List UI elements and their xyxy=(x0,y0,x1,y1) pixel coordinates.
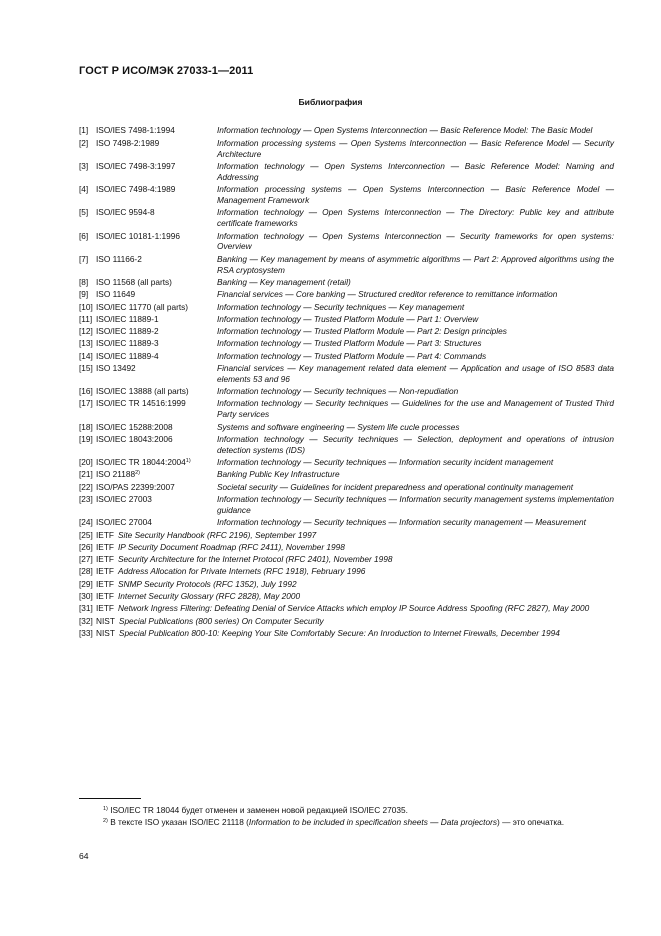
reference-organization: NIST xyxy=(96,615,115,626)
reference-entry-20 xyxy=(79,457,614,468)
footnote-1: $^{1)}$ ISO/IEC TR 18044 будет отменен и заменен новой редакцией ISO/IEC 27035. xyxy=(103,805,408,815)
footnote-mark: 1) xyxy=(185,458,191,465)
reference-title: Information processing systems — Open Systems Interconnection — Basic Reference Model — Management Framework xyxy=(217,184,614,205)
reference-title: Financial services — Core banking — Structured creditor reference to remittance information xyxy=(217,289,558,300)
reference-entry xyxy=(79,422,614,433)
reference-number: [16] xyxy=(79,386,93,397)
reference-body xyxy=(96,628,614,639)
reference-body xyxy=(96,566,614,577)
reference-body xyxy=(96,603,614,614)
reference-title: Network Ingress Filtering: Defeating Denial of Service Attacks which employ IP Source Address Spoofing (RFC 2827), May 2000 xyxy=(117,603,590,614)
reference-title: Banking Public Key Infrastructure xyxy=(217,469,340,480)
footnote-divider xyxy=(79,798,141,799)
reference-entry xyxy=(79,554,614,565)
reference-entry xyxy=(79,616,614,627)
reference-entry xyxy=(79,326,614,337)
reference-entry xyxy=(79,517,614,528)
reference-standard: ISO/IEC 11889-4 xyxy=(96,350,159,361)
reference-entry xyxy=(79,125,614,136)
reference-number: [24] xyxy=(79,517,93,528)
reference-number: [10] xyxy=(79,301,93,312)
reference-standard: ISO/IEC 11889-2 xyxy=(96,326,159,337)
reference-title: Information technology — Trusted Platform Module — Part 3: Structures xyxy=(217,338,482,349)
footnote-mark: 2) xyxy=(103,817,108,824)
reference-entry xyxy=(79,207,614,229)
reference-title: Special Publication 800-10: Keeping Your Site Comfortably Secure: An Inroduction to Internet Firewalls, December 1994 xyxy=(118,627,560,638)
reference-title: Banking — Key management by means of asymmetric algorithms — Part 2: Approved algorithms using the RSA cryptosystem xyxy=(217,253,614,275)
reference-group-a xyxy=(79,125,614,455)
reference-number: [33] xyxy=(79,627,93,638)
reference-body xyxy=(96,554,614,565)
reference-title: Financial services — Key management related data element — Application and usage of ISO 8583 data elements 53 and 96 xyxy=(217,362,614,384)
reference-entry xyxy=(79,338,614,349)
reference-number: [29] xyxy=(79,578,93,589)
reference-title: Address Allocation for Private Internets (RFC 1918), February 1996 xyxy=(117,566,366,577)
reference-entry xyxy=(79,603,614,614)
reference-standard: ISO/IEC 18043:2006 xyxy=(96,433,173,444)
section-title: Библиография xyxy=(298,97,363,107)
reference-group-b xyxy=(79,482,614,528)
reference-title: Information technology — Trusted Platform Module — Part 1: Overview xyxy=(217,313,479,324)
reference-number: [7] xyxy=(79,253,89,264)
reference-standard: ISO/IEC 11889-3 xyxy=(96,338,159,349)
reference-number: [28] xyxy=(79,566,93,577)
footnotes xyxy=(79,805,614,828)
reference-title: Information technology — Open Systems Interconnection — Basic Reference Model: Naming and Addressing xyxy=(217,160,614,182)
reference-entry xyxy=(79,231,614,253)
reference-organization: IETF xyxy=(96,529,114,540)
reference-entry xyxy=(79,138,614,160)
reference-entry xyxy=(79,351,614,362)
reference-title: Systems and software engineering — System life cucle processes xyxy=(217,421,460,432)
reference-number: [13] xyxy=(79,338,93,349)
reference-organization: IETF xyxy=(96,603,114,614)
reference-standard: ISO/IEC TR 18044:2004$^{1)}$ xyxy=(96,457,191,468)
reference-entry xyxy=(79,277,614,288)
reference-entry xyxy=(79,494,614,516)
reference-entry xyxy=(79,314,614,325)
footnote-mark: 2) xyxy=(135,470,140,477)
reference-standard: ISO/IEC 9594-8 xyxy=(96,207,155,218)
reference-body xyxy=(96,579,614,590)
reference-number: [1] xyxy=(79,125,89,136)
reference-entry xyxy=(79,566,614,577)
reference-body xyxy=(96,591,614,602)
reference-organization: IETF xyxy=(96,591,114,602)
reference-number: [17] xyxy=(79,398,93,409)
reference-entry xyxy=(79,482,614,493)
reference-number: [30] xyxy=(79,591,93,602)
reference-standard: ISO/IEC 13888 (all parts) xyxy=(96,386,189,397)
reference-entry xyxy=(79,184,614,206)
reference-entry xyxy=(79,579,614,590)
reference-title: Information technology — Security techniques — Information security incident management xyxy=(217,457,554,468)
reference-entry xyxy=(79,254,614,276)
reference-group-c xyxy=(79,530,614,639)
reference-number: [14] xyxy=(79,350,93,361)
reference-entry-21 xyxy=(79,469,614,480)
page-number: 64 xyxy=(79,851,89,861)
bibliography-list xyxy=(79,124,614,639)
reference-entry xyxy=(79,434,614,456)
reference-standard: ISO/IEC 7498-4:1989 xyxy=(96,184,176,195)
reference-body xyxy=(96,530,614,541)
reference-number: [2] xyxy=(79,137,89,148)
reference-title: Special Publications (800 series) On Computer Security xyxy=(118,615,324,626)
reference-entry xyxy=(79,398,614,420)
reference-standard: ISO/IEC 27004 xyxy=(96,517,152,528)
footnote-2: $^{2)}$ В тексте ISO указан ISO/IEC 21118 (Information to be included in specification sheets — Data projectors) — это опечатка. xyxy=(103,816,565,827)
reference-number: [15] xyxy=(79,362,93,373)
reference-standard: ISO 11649 xyxy=(96,289,136,300)
reference-standard: ISO/IEC 27003 xyxy=(96,494,152,505)
reference-organization: IETF xyxy=(96,554,114,565)
reference-title: Information technology — Open Systems Interconnection — Security frameworks for open systems: Overview xyxy=(217,230,614,252)
reference-standard: ISO/IES 7498-1:1994 xyxy=(96,125,175,136)
reference-standard: ISO 13492 xyxy=(96,362,136,373)
reference-title: Information technology — Security techniques — Information security management — Measurement xyxy=(217,517,586,528)
reference-number: [6] xyxy=(79,230,89,241)
reference-number: [12] xyxy=(79,326,93,337)
reference-title: Internet Security Glossary (RFC 2828), May 2000 xyxy=(117,591,301,602)
reference-number: [21] xyxy=(79,469,93,480)
reference-number: [25] xyxy=(79,529,93,540)
reference-number: [32] xyxy=(79,615,93,626)
reference-body xyxy=(96,542,614,553)
reference-standard: ISO/PAS 22399:2007 xyxy=(96,481,175,492)
reference-organization: IETF xyxy=(96,566,114,577)
reference-number: [11] xyxy=(79,313,93,324)
reference-number: [8] xyxy=(79,276,89,287)
reference-standard: ISO/IEC 15288:2008 xyxy=(96,421,173,432)
reference-number: [3] xyxy=(79,160,89,171)
reference-number: [18] xyxy=(79,421,93,432)
reference-standard: ISO 11568 (all parts) xyxy=(96,276,172,287)
reference-standard: ISO/IEC 7498-3:1997 xyxy=(96,160,176,171)
reference-title: Information technology — Open Systems Interconnection — Basic Reference Model: The Basic Model xyxy=(217,125,593,136)
reference-organization: IETF xyxy=(96,578,114,589)
reference-entry xyxy=(79,161,614,183)
reference-title: Banking — Key management (retail) xyxy=(217,276,351,287)
reference-title: Information technology — Security techniques — Selection, deployment and operations of intrusion detection systems (IDS) xyxy=(217,433,614,455)
reference-title: Information technology — Open Systems Interconnection — The Directory: Public key and attribute certificate frameworks xyxy=(217,207,614,229)
document-header: ГОСТ Р ИСО/МЭК 27033-1—2011 xyxy=(79,65,254,77)
reference-entry xyxy=(79,530,614,541)
reference-entry xyxy=(79,363,614,385)
reference-number: [31] xyxy=(79,603,93,614)
reference-number: [20] xyxy=(79,457,93,468)
reference-organization: IETF xyxy=(96,541,114,552)
reference-title: Information technology — Security techniques — Information security management systems implementation guidance xyxy=(217,494,614,515)
reference-number: [27] xyxy=(79,554,93,565)
reference-body xyxy=(96,616,614,627)
reference-number: [9] xyxy=(79,289,89,300)
reference-number: [4] xyxy=(79,184,89,195)
reference-title: SNMP Security Protocols (RFC 1352), July 1992 xyxy=(117,578,297,589)
reference-title: Information technology — Trusted Platform Module — Part 4: Commands xyxy=(217,350,487,361)
reference-standard: ISO 11166-2 xyxy=(96,253,142,264)
reference-title: IP Security Document Roadmap (RFC 2411), November 1998 xyxy=(117,541,345,552)
reference-standard: ISO/IEC 11889-1 xyxy=(96,313,159,324)
reference-title: Information technology — Trusted Platform Module — Part 2: Design principles xyxy=(217,326,507,337)
reference-standard: ISO 7498-2:1989 xyxy=(96,137,160,148)
reference-number: [22] xyxy=(79,481,93,492)
reference-title: Information processing systems — Open Systems Interconnection — Basic Reference Model — Security Architecture xyxy=(217,137,614,159)
reference-number: [23] xyxy=(79,494,93,505)
reference-number: [5] xyxy=(79,207,89,218)
reference-number: [26] xyxy=(79,541,93,552)
reference-entry xyxy=(79,289,614,300)
reference-organization: NIST xyxy=(96,627,115,638)
reference-title: Site Security Handbook (RFC 2196), September 1997 xyxy=(117,529,317,540)
reference-title: Information technology — Security techniques — Non-repudiation xyxy=(217,386,459,397)
reference-entry xyxy=(79,542,614,553)
reference-entry xyxy=(79,628,614,639)
reference-entry xyxy=(79,302,614,313)
footnote-mark: 1) xyxy=(103,806,108,812)
reference-title: Information technology — Security techniques — Key management xyxy=(217,301,465,312)
reference-number: [19] xyxy=(79,433,93,444)
reference-title: Societal security — Guidelines for incident preparedness and operational continuity management xyxy=(217,481,574,492)
reference-standard: ISO/IEC 11770 (all parts) xyxy=(96,301,189,312)
reference-title: Security Architecture for the Internet Protocol (RFC 2401), November 1998 xyxy=(117,554,393,565)
reference-entry xyxy=(79,386,614,397)
reference-standard: ISO 21188$^{2)}$ xyxy=(96,469,140,480)
reference-standard: ISO/IEC TR 14516:1999 xyxy=(96,398,186,409)
reference-title: Information technology — Security techniques — Guidelines for the use and Management of Trusted Third Party services xyxy=(217,398,614,420)
reference-entry xyxy=(79,591,614,602)
reference-standard: ISO/IEC 10181-1:1996 xyxy=(96,230,180,241)
